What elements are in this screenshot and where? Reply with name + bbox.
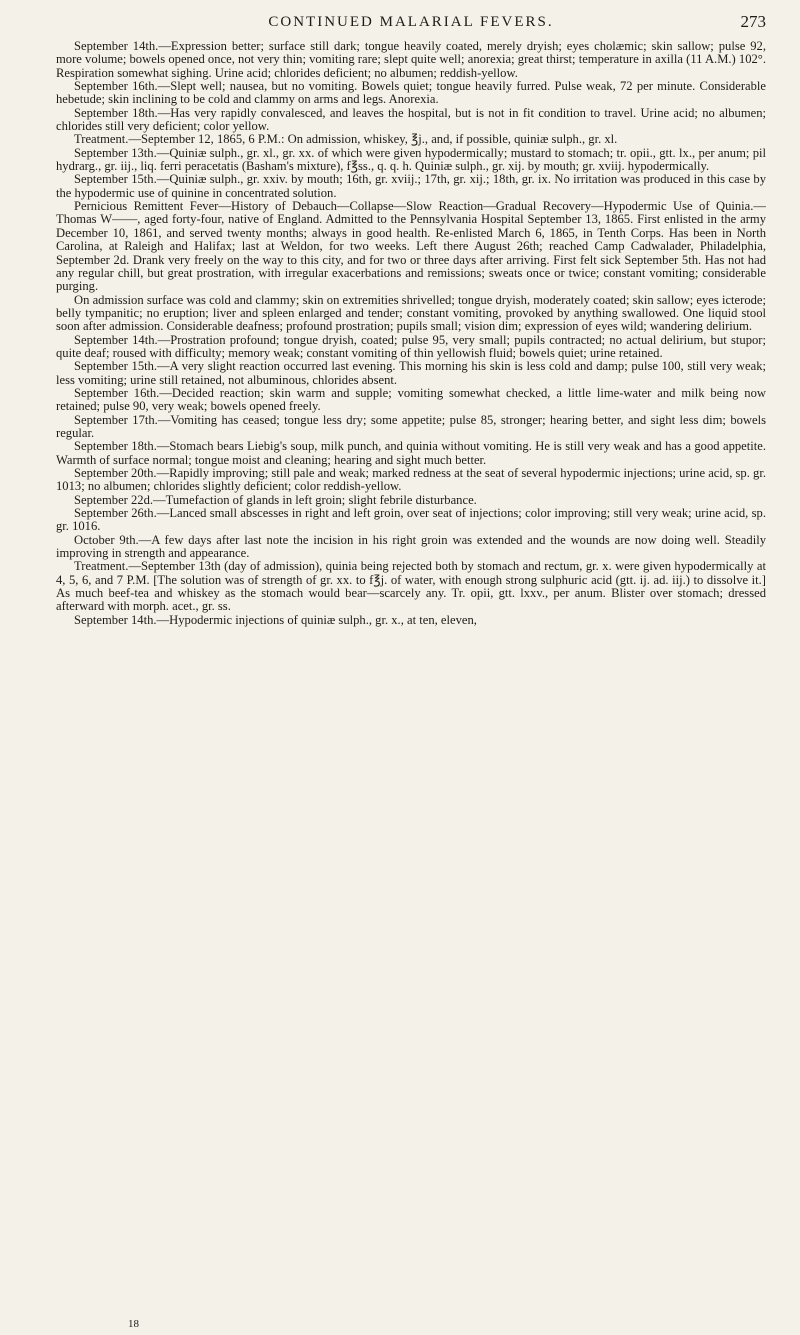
paragraph: September 20th.—Rapidly improving; still pale and weak; marked redness at the seat of several hypodermic injections; urine acid, sp. gr. 1013; no albumen; chlorides slightly deficient; color reddish-yellow. <box>56 466 766 494</box>
signature-mark: 18 <box>128 1318 139 1330</box>
paragraph: September 16th.—Decided reaction; skin warm and supple; vomiting somewhat checked, a little lime-water and milk being now retained; pulse 90, very weak; bowels opened freely. <box>56 385 766 414</box>
paragraph: September 15th.—Quiniæ sulph., gr. xxiv. by mouth; 16th, gr. xviij.; 17th, gr. xij.; 18th, gr. ix. No irritation was produced in this case by the hypodermic use of quinine in concentrated solution. <box>56 172 766 200</box>
page-number: 273 <box>740 12 766 31</box>
paragraph: September 14th.—Prostration profound; tongue dryish, coated; pulse 95, very small; pupils contracted; no actual delirium, but stupor; quite deaf; roused with difficulty; memory weak; constant vomiting of thin yellowish fluid; bowels quiet; urine retained. <box>56 332 766 360</box>
running-title: CONTINUED MALARIAL FEVERS. <box>268 14 554 30</box>
case-heading-paragraph: Pernicious Remittent Fever—History of Debauch—Collapse—Slow Reaction—Gradual Recovery—Hypodermic Use of Quinia.—Thomas W——, aged forty-four, native of England. Admitted to the Pennsylvania Hospital September 13, 1865. First enlisted in the army December 10, 1861, and served twenty months; always in good health. Re-enlisted March 6, 1865, in Tenth Corps. Has been in North Carolina, at Raleigh and Halifax; last at Weldon, for two weeks. Left there August 26th; reached Camp Cadwalader, Philadelphia, September 2d. Drank very freely on the way to this city, and for two or three days after arriving. First felt sick September 5th. Has not had any regular chill, but great prostration, with irregular exacerbations and remissions; sweats once or twice; constant vomiting; considerable purging. <box>56 199 766 294</box>
paragraph: September 17th.—Vomiting has ceased; tongue less dry; some appetite; pulse 85, stronger; hearing better, and sight less dim; bowels regular. <box>56 412 766 440</box>
paragraph: September 26th.—Lanced small abscesses in right and left groin, over seat of injections; color improving; still very weak; urine acid, sp. gr. 1016. <box>56 506 766 534</box>
paragraph: On admission surface was cold and clammy; skin on extremities shrivelled; tongue dryish, moderately coated; skin sallow; eyes icterode; belly tympanitic; no eruption; liver and spleen enlarged and tender; constant vomiting, provoked by anything swallowed. One liquid stool soon after admission. Considerable deafness; profound prostration; pupils small; vision dim; expression of eyes wild; wandering delirium. <box>56 292 766 334</box>
paragraph: September 18th.—Has very rapidly convalesced, and leaves the hospital, but is not in fit condition to travel. Urine acid; no albumen; chlorides still very deficient; color yellow. <box>56 105 766 134</box>
paragraph: Treatment.—September 12, 1865, 6 P.M.: On admission, whiskey, ℥j., and, if possible, quiniæ sulph., gr. xl. <box>74 132 618 147</box>
running-head <box>56 6 766 40</box>
body-text <box>56 40 766 627</box>
paragraph: September 13th.—Quiniæ sulph., gr. xl., gr. xx. of which were given hypodermically; mustard to stomach; tr. opii., gtt. lx., per anum; pil hydrarg., gr. iij., liq. ferri peracetatis (Basham's mixture), f℥ss., q. q. h. Quiniæ sulph., gr. xij. by mouth; gr. xviij. hypodermically. <box>56 145 766 174</box>
paragraph: September 16th.—Slept well; nausea, but no vomiting. Bowels quiet; tongue heavily furred. Pulse weak, 72 per minute. Considerable hebetude; skin inclining to be cold and clammy on arms and legs. Anorexia. <box>56 79 766 107</box>
paragraph: September 14th.—Hypodermic injections of quiniæ sulph., gr. x., at ten, eleven, <box>74 612 477 627</box>
paragraph: September 15th.—A very slight reaction occurred last evening. This morning his skin is less cold and damp; pulse 100, still very weak; less vomiting; urine still retained, not albuminous, chlorides absent. <box>56 359 766 387</box>
paragraph: September 22d.—Tumefaction of glands in left groin; slight febrile disturbance. <box>74 492 477 507</box>
paragraph: September 14th.—Expression better; surface still dark; tongue heavily coated, merely dryish; eyes cholæmic; skin sallow; pulse 92, more volume; bowels opened once, not very thin; vomiting rare; slept quite well; anorexia; great thirst; temperature in axilla (11 A.M.) 102°. Respiration somewhat sighing. Urine acid; chlorides deficient; no albumen; reddish-yellow. <box>56 39 766 80</box>
paragraph: September 18th.—Stomach bears Liebig's soup, milk punch, and quinia without vomiting. He is still very weak and has a good appetite. Warmth of surface normal; tongue moist and cleaning; hearing and sight much better. <box>56 439 766 467</box>
paragraph: Treatment.—September 13th (day of admission), quinia being rejected both by stomach and rectum, gr. x. were given hypodermically at 4, 5, 6, and 7 P.M. [The solution was of strength of gr. xx. to f℥j. of water, with enough strong sulphuric acid (gtt. ij. ad. iij.) to dissolve it.] As much beef-tea and whiskey as the stomach would bear—scarcely any. Tr. opii, gtt. lxxv., per anum. Blister over stomach; dressed afterward with morph. acet., gr. ss. <box>56 559 766 614</box>
paragraph: October 9th.—A few days after last note the incision in his right groin was extended and the wounds are now doing well. Steadily improving in strength and appearance. <box>56 532 766 561</box>
